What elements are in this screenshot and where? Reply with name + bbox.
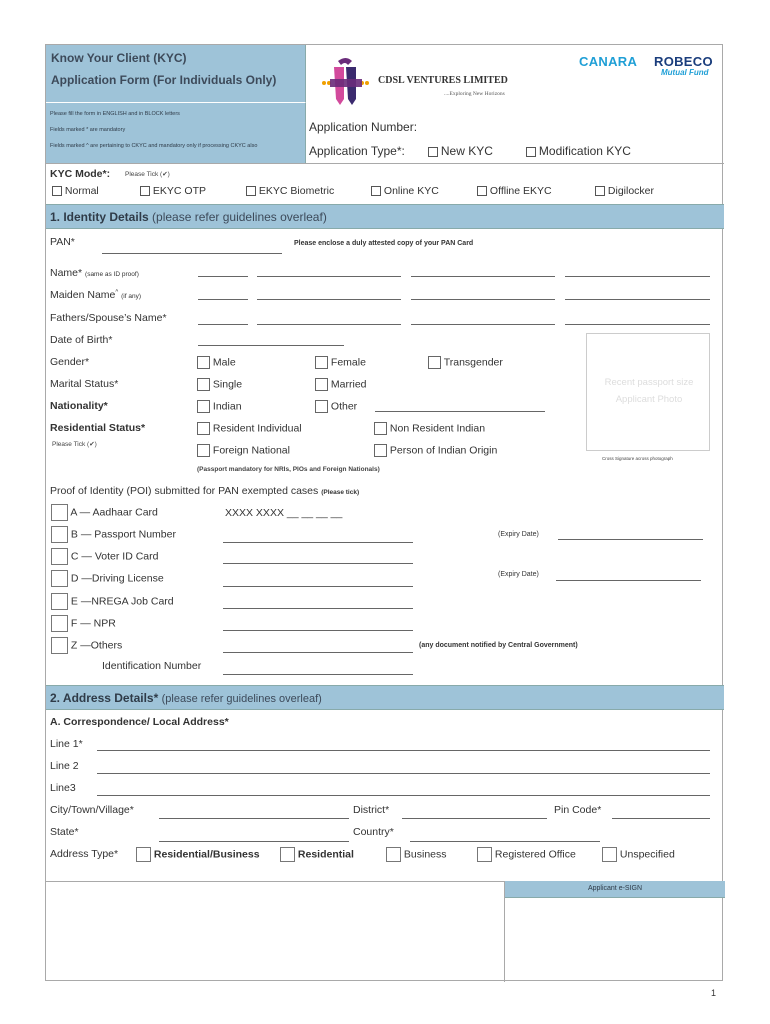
divider — [46, 163, 724, 164]
passport-note: (Passport mandatory for NRIs, PIOs and Foreign Nationals) — [197, 466, 380, 473]
maiden-middle-field[interactable] — [411, 299, 555, 300]
address-section-note: (please refer guidelines overleaf) — [161, 693, 322, 705]
gender-transgender-option[interactable]: Transgender — [428, 356, 503, 369]
identification-number-label: Identification Number — [102, 660, 202, 672]
father-last-field[interactable] — [565, 324, 710, 325]
driving-expiry-field[interactable] — [556, 580, 701, 581]
photo-placeholder-text2: Applicant Photo — [615, 394, 683, 405]
identity-section-header — [46, 204, 724, 229]
address-type-residential-business[interactable]: Residential/Business — [136, 847, 260, 862]
modification-kyc-label: Modification KYC — [538, 144, 631, 158]
maiden-prefix-field[interactable] — [198, 299, 248, 300]
country-label: Country* — [353, 826, 394, 838]
form-title-block — [46, 45, 306, 102]
father-first-field[interactable] — [257, 324, 401, 325]
esign-label: Applicant e-SIGN — [587, 885, 643, 892]
correspondence-address-title: A. Correspondence/ Local Address* — [50, 716, 229, 728]
residential-resident-option[interactable]: Resident Individual — [197, 422, 302, 435]
poi-voter-option[interactable]: C — Voter ID Card — [51, 548, 158, 565]
poi-aadhaar-option[interactable]: A — Aadhaar Card — [51, 504, 158, 521]
esign-header — [505, 881, 725, 898]
kyc-mode-ekyc-biometric[interactable]: EKYC Biometric — [246, 185, 334, 197]
address-type-unspecified[interactable]: Unspecified — [602, 847, 675, 862]
brand-logo-sub: Mutual Fund — [661, 68, 709, 77]
city-field[interactable] — [159, 818, 349, 819]
passport-number-field[interactable] — [223, 542, 413, 543]
cdsl-logo — [316, 53, 376, 108]
name-label-row: Name* (same as ID proof) — [50, 267, 139, 279]
applicant-esign-box[interactable] — [504, 881, 724, 982]
line3-field[interactable] — [97, 795, 710, 796]
kyc-mode-digilocker[interactable]: Digilocker — [595, 185, 654, 197]
nationality-other-field[interactable] — [375, 411, 545, 412]
address-section-title: 2. Address Details* — [50, 691, 159, 705]
father-prefix-field[interactable] — [198, 324, 248, 325]
last-name-field[interactable] — [565, 276, 710, 277]
middle-name-field[interactable] — [411, 276, 555, 277]
address-section-header — [46, 685, 724, 710]
others-field[interactable] — [223, 652, 413, 653]
identity-section-title: 1. Identity Details — [50, 210, 149, 224]
driving-expiry-label: (Expiry Date) — [498, 571, 539, 578]
company-name: CDSL VENTURES LIMITED — [378, 75, 508, 86]
poi-others-option[interactable]: Z —Others — [51, 637, 122, 654]
applicant-photo-box[interactable] — [586, 333, 710, 451]
address-type-label: Address Type* — [50, 848, 119, 860]
pin-code-label: Pin Code* — [554, 804, 602, 816]
gender-label: Gender* — [50, 356, 90, 368]
address-type-business[interactable]: Business — [386, 847, 447, 862]
application-number-label: Application Number: — [309, 120, 418, 134]
form-title-line1: Know Your Client (KYC) — [51, 51, 187, 65]
kyc-mode-normal[interactable]: Normal — [52, 185, 99, 197]
marital-married-option[interactable]: Married — [315, 378, 367, 391]
address-type-residential[interactable]: Residential — [280, 847, 354, 862]
state-label: State* — [50, 826, 79, 838]
residential-nri-option[interactable]: Non Resident Indian — [374, 422, 485, 435]
gender-female-option[interactable]: Female — [315, 356, 366, 369]
voter-id-field[interactable] — [223, 563, 413, 564]
kyc-mode-hint: Please Tick (✔) — [125, 171, 170, 178]
father-middle-field[interactable] — [411, 324, 555, 325]
residential-status-label: Residential Status* — [50, 422, 146, 434]
poi-driving-option[interactable]: D —Driving License — [51, 570, 164, 587]
kyc-mode-label: KYC Mode*: — [50, 168, 111, 180]
instruction-3: Fields marked ^ are pertaining to CKYC and mandatory only if processing CKYC also — [50, 143, 258, 149]
brand-logo-part1: CANARA — [579, 54, 638, 69]
poi-passport-option[interactable]: B — Passport Number — [51, 526, 176, 543]
poi-nrega-option[interactable]: E —NREGA Job Card — [51, 593, 174, 610]
instruction-1: Please fill the form in ENGLISH and in BLOCK letters — [50, 111, 180, 117]
kyc-form-page — [45, 44, 723, 981]
company-tagline: ....Exploring New Horizons — [444, 91, 505, 97]
page-number: 1 — [711, 988, 717, 998]
kyc-mode-online-kyc[interactable]: Online KYC — [371, 185, 439, 197]
father-spouse-label: Fathers/Spouse’s Name* — [50, 312, 167, 324]
first-name-field[interactable] — [257, 276, 401, 277]
city-label: City/Town/Village* — [50, 804, 134, 816]
photo-caption: Cross Signature across photograph — [602, 456, 673, 461]
line2-label: Line 2 — [50, 760, 79, 772]
name-prefix-field[interactable] — [198, 276, 248, 277]
maiden-last-field[interactable] — [565, 299, 710, 300]
line3-label: Line3 — [50, 782, 76, 794]
instructions-block — [46, 102, 306, 163]
maiden-first-field[interactable] — [257, 299, 401, 300]
nrega-field[interactable] — [223, 608, 413, 609]
application-type-label: Application Type*: — [309, 144, 405, 158]
modification-kyc-checkbox[interactable] — [526, 147, 536, 157]
pan-label: PAN* — [50, 236, 75, 248]
driving-license-field[interactable] — [223, 586, 413, 587]
photo-placeholder-text1: Recent passport size — [604, 377, 694, 388]
line2-field[interactable] — [97, 773, 710, 774]
identification-number-field[interactable] — [223, 674, 413, 675]
pan-note: Please enclose a duly attested copy of your PAN Card — [294, 240, 474, 247]
aadhaar-mask: XXXX XXXX __ __ __ __ — [225, 507, 343, 519]
dob-field[interactable] — [198, 345, 344, 346]
residential-status-hint: Please Tick (✔) — [52, 441, 97, 448]
line1-label: Line 1* — [50, 738, 83, 750]
gender-male-option[interactable]: Male — [197, 356, 236, 369]
instruction-2: Fields marked * are mandatory — [50, 127, 126, 133]
marital-single-option[interactable]: Single — [197, 378, 242, 391]
maiden-name-label-row: Maiden Name^ (if any) — [50, 289, 141, 301]
passport-expiry-field[interactable] — [558, 539, 703, 540]
district-field[interactable] — [402, 818, 547, 819]
nationality-other-option[interactable]: Other — [315, 400, 357, 413]
application-type-row — [309, 144, 631, 158]
new-kyc-label: New KYC — [440, 144, 493, 158]
form-title-line2: Application Form (For Individuals Only) — [51, 73, 277, 87]
country-field[interactable] — [410, 841, 600, 842]
dob-label: Date of Birth* — [50, 334, 113, 346]
pan-field[interactable] — [102, 253, 282, 254]
brand-logo-part2: ROBECO — [654, 54, 713, 69]
district-label: District* — [353, 804, 390, 816]
line1-field[interactable] — [97, 750, 710, 751]
new-kyc-checkbox[interactable] — [428, 147, 438, 157]
poi-npr-option[interactable]: F — NPR — [51, 615, 116, 632]
residential-pio-option[interactable]: Person of Indian Origin — [374, 444, 497, 457]
nationality-indian-option[interactable]: Indian — [197, 400, 242, 413]
marital-status-label: Marital Status* — [50, 378, 119, 390]
poi-title-row: Proof of Identity (POI) submitted for PAN exempted cases (Please tick) — [50, 485, 360, 497]
others-note: (any document notified by Central Government) — [419, 642, 578, 649]
passport-expiry-label: (Expiry Date) — [498, 531, 539, 538]
residential-foreign-option[interactable]: Foreign National — [197, 444, 290, 457]
kyc-mode-ekyc-otp[interactable]: EKYC OTP — [140, 185, 206, 197]
state-field[interactable] — [159, 841, 349, 842]
npr-field[interactable] — [223, 630, 413, 631]
nationality-label: Nationality* — [50, 400, 108, 412]
pin-code-field[interactable] — [612, 818, 710, 819]
kyc-mode-offline-ekyc[interactable]: Offline EKYC — [477, 185, 552, 197]
identity-section-note: (please refer guidelines overleaf) — [152, 210, 327, 224]
address-type-registered-office[interactable]: Registered Office — [477, 847, 576, 862]
